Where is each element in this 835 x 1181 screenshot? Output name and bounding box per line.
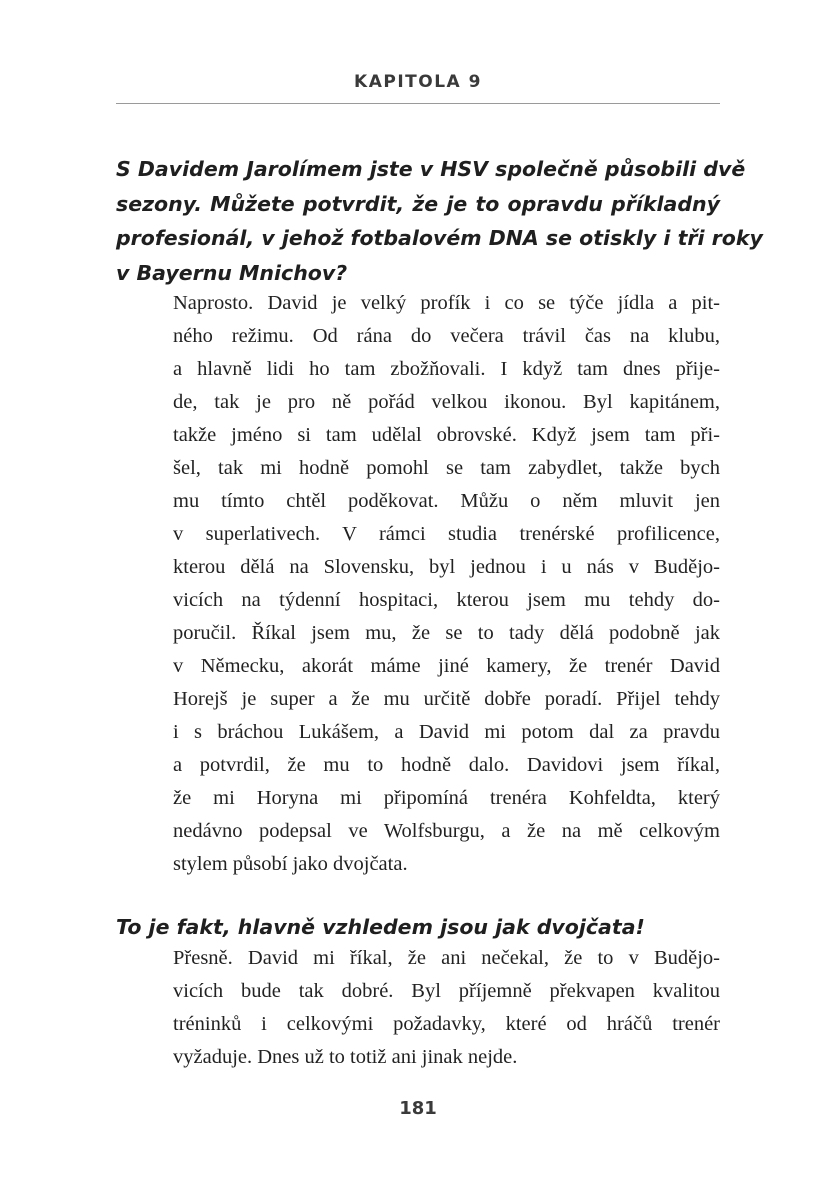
answer-line: Naprosto. David je velký profík i co se týče jídla a pit- [173, 292, 720, 314]
interview-answer-2 [173, 942, 720, 1074]
chapter-header: KAPITOLA 9 [354, 72, 482, 92]
answer-line: vyžaduje. Dnes už to totiž ani jinak nejde. [173, 1046, 518, 1068]
interview-question-2 [116, 910, 720, 945]
answer-line: mu tímto chtěl poděkovat. Můžu o něm mluvit jen [173, 490, 720, 512]
answer-line: stylem působí jako dvojčata. [173, 853, 408, 875]
question-line: To je fakt, hlavně vzhledem jsou jak dvojčata! [116, 915, 645, 939]
answer-line: vicích na týdenní hospitaci, kterou jsem mu tehdy do- [173, 589, 720, 611]
question-line: sezony. Můžete potvrdit, že je to opravdu příkladný [116, 191, 720, 216]
answer-line: tréninků i celkovými požadavky, které od hráčů trenér [173, 1013, 720, 1035]
answer-line: kterou dělá na Slovensku, byl jednou i u nás v Budějo- [173, 556, 720, 578]
question-line: S Davidem Jarolímem jste v HSV společně působili dvě [116, 157, 746, 181]
answer-line: takže jméno si tam udělal obrovské. Když jsem tam při- [173, 424, 720, 446]
interview-answer-1 [173, 287, 720, 881]
answer-line: že mi Horyna mi připomíná trenéra Kohfeldta, který [173, 787, 720, 809]
interview-question-1 [116, 152, 763, 290]
answer-line: poručil. Říkal jsem mu, že se to tady dělá podobně jak [173, 622, 720, 644]
answer-line: Přesně. David mi říkal, že ani nečekal, že to v Budějo- [173, 947, 720, 969]
header-divider [116, 103, 720, 104]
answer-line: šel, tak mi hodně pomohl se tam zabydlet, takže bych [173, 457, 720, 479]
answer-line: ného režimu. Od rána do večera trávil čas na klubu, [173, 325, 720, 347]
question-line: v Bayernu Mnichov? [116, 260, 348, 285]
answer-line: i s bráchou Lukášem, a David mi potom dal za pravdu [173, 721, 720, 743]
page-number: 181 [399, 1098, 437, 1119]
question-line: profesionál, v jehož fotbalovém DNA se otiskly i tři roky [116, 226, 763, 250]
answer-line: a potvrdil, že mu to hodně dalo. Davidovi jsem říkal, [173, 754, 720, 776]
answer-line: a hlavně lidi ho tam zbožňovali. I když tam dnes přije- [173, 358, 720, 380]
answer-line: Horejš je super a že mu určitě dobře poradí. Přijel tehdy [173, 688, 720, 710]
answer-line: vicích bude tak dobré. Byl příjemně překvapen kvalitou [173, 980, 720, 1002]
answer-line: de, tak je pro ně pořád velkou ikonou. Byl kapitánem, [173, 391, 720, 413]
answer-line: v superlativech. V rámci studia trenérské profilicence, [173, 523, 720, 545]
answer-line: v Německu, akorát máme jiné kamery, že trenér David [173, 655, 720, 677]
answer-line: nedávno podepsal ve Wolfsburgu, a že na mě celkovým [173, 820, 720, 842]
